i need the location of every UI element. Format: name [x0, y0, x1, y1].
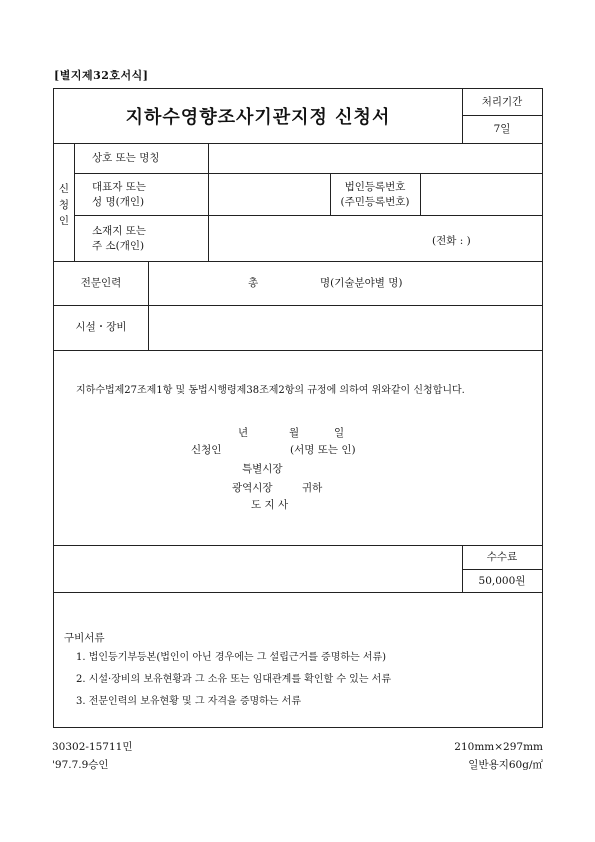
equipment-bottom-line [54, 350, 542, 351]
approval-date: '97.7.9승인 [52, 759, 109, 771]
signature-sign: (서명 또는 인) [290, 444, 356, 456]
form-label: [별지제32호서식] [54, 69, 149, 82]
document-item-2: 2. 시설·장비의 보유현황과 그 소유 또는 임대관계를 확인할 수 있는 서류 [76, 674, 391, 685]
document-item-1: 1. 법인등기부등본(법인이 아닌 경우에는 그 설립근거를 증명하는 서류) [76, 652, 387, 663]
date-day: 일 [334, 427, 345, 439]
fee-value: 50,000원 [478, 575, 526, 587]
address-label-line1: 소재지 또는 [92, 225, 147, 237]
fee-divider [462, 569, 542, 570]
applicant-label-divider [208, 143, 209, 261]
statement-bottom-line [54, 545, 542, 546]
personnel-count: 명(기술분야별 명) [320, 277, 403, 289]
applicant-side-char-2: 청 [58, 199, 70, 211]
phone-label: (전화 : ) [432, 235, 471, 247]
applicant-bottom-line [54, 261, 542, 262]
equipment-label: 시설・장비 [75, 321, 127, 333]
company-name-label: 상호 또는 명칭 [92, 152, 160, 164]
form-title: 지하수영향조사기관지정 신청서 [125, 107, 391, 128]
registration-number-field[interactable] [422, 177, 540, 211]
processing-period-label: 처리기간 [481, 96, 523, 108]
registration-number-label-line1: 법인등록번호 [344, 181, 406, 193]
document-item-3: 3. 전문인력의 보유현황 및 그 자격을 증명하는 서류 [76, 696, 301, 707]
title-bottom-line [54, 143, 462, 144]
representative-label-line2: 성 명(개인) [92, 196, 145, 208]
applicant-row-line-2 [74, 215, 542, 216]
signature-applicant: 신청인 [191, 444, 222, 456]
applicant-side-char-1: 신 [58, 183, 70, 195]
company-name-field[interactable] [210, 148, 540, 170]
paper-weight: 일반용지60g/㎡ [468, 759, 543, 771]
section-label-divider [148, 261, 149, 350]
address-label-line2: 주 소(개인) [92, 240, 145, 252]
recipient-special-city-mayor: 특별시장 [242, 463, 283, 475]
processing-period-value: 7일 [493, 123, 511, 135]
registration-number-label-line2: (주민등록번호) [340, 196, 410, 208]
applicant-side-char-3: 인 [58, 215, 70, 227]
representative-field[interactable] [210, 177, 328, 211]
personnel-total: 총 [248, 277, 259, 289]
applicant-side-divider [74, 143, 75, 261]
representative-label-line1: 대표자 또는 [92, 181, 147, 193]
recipient-honorific: 귀하 [302, 482, 323, 494]
application-statement: 지하수법제27조제1항 및 동법시행령제38조제2항의 규정에 의하여 위와같이 신청합니다. [76, 385, 465, 396]
date-month: 월 [289, 427, 300, 439]
date-year: 년 [238, 427, 249, 439]
fee-label: 수수료 [486, 551, 518, 563]
recipient-governor: 도 지 사 [251, 499, 289, 511]
applicant-row-line-1 [74, 173, 542, 174]
reg-label-divider [420, 173, 421, 215]
personnel-bottom-line [54, 305, 542, 306]
paper-size: 210mm×297mm [454, 741, 543, 753]
documents-top-line [54, 592, 542, 593]
form-code: 30302-15711민 [52, 741, 133, 753]
processing-bottom-line [462, 143, 542, 144]
documents-heading: 구비서류 [64, 632, 105, 644]
processing-divider [462, 115, 542, 116]
recipient-metropolitan-mayor: 광역시장 [232, 482, 273, 494]
personnel-label: 전문인력 [80, 277, 122, 289]
